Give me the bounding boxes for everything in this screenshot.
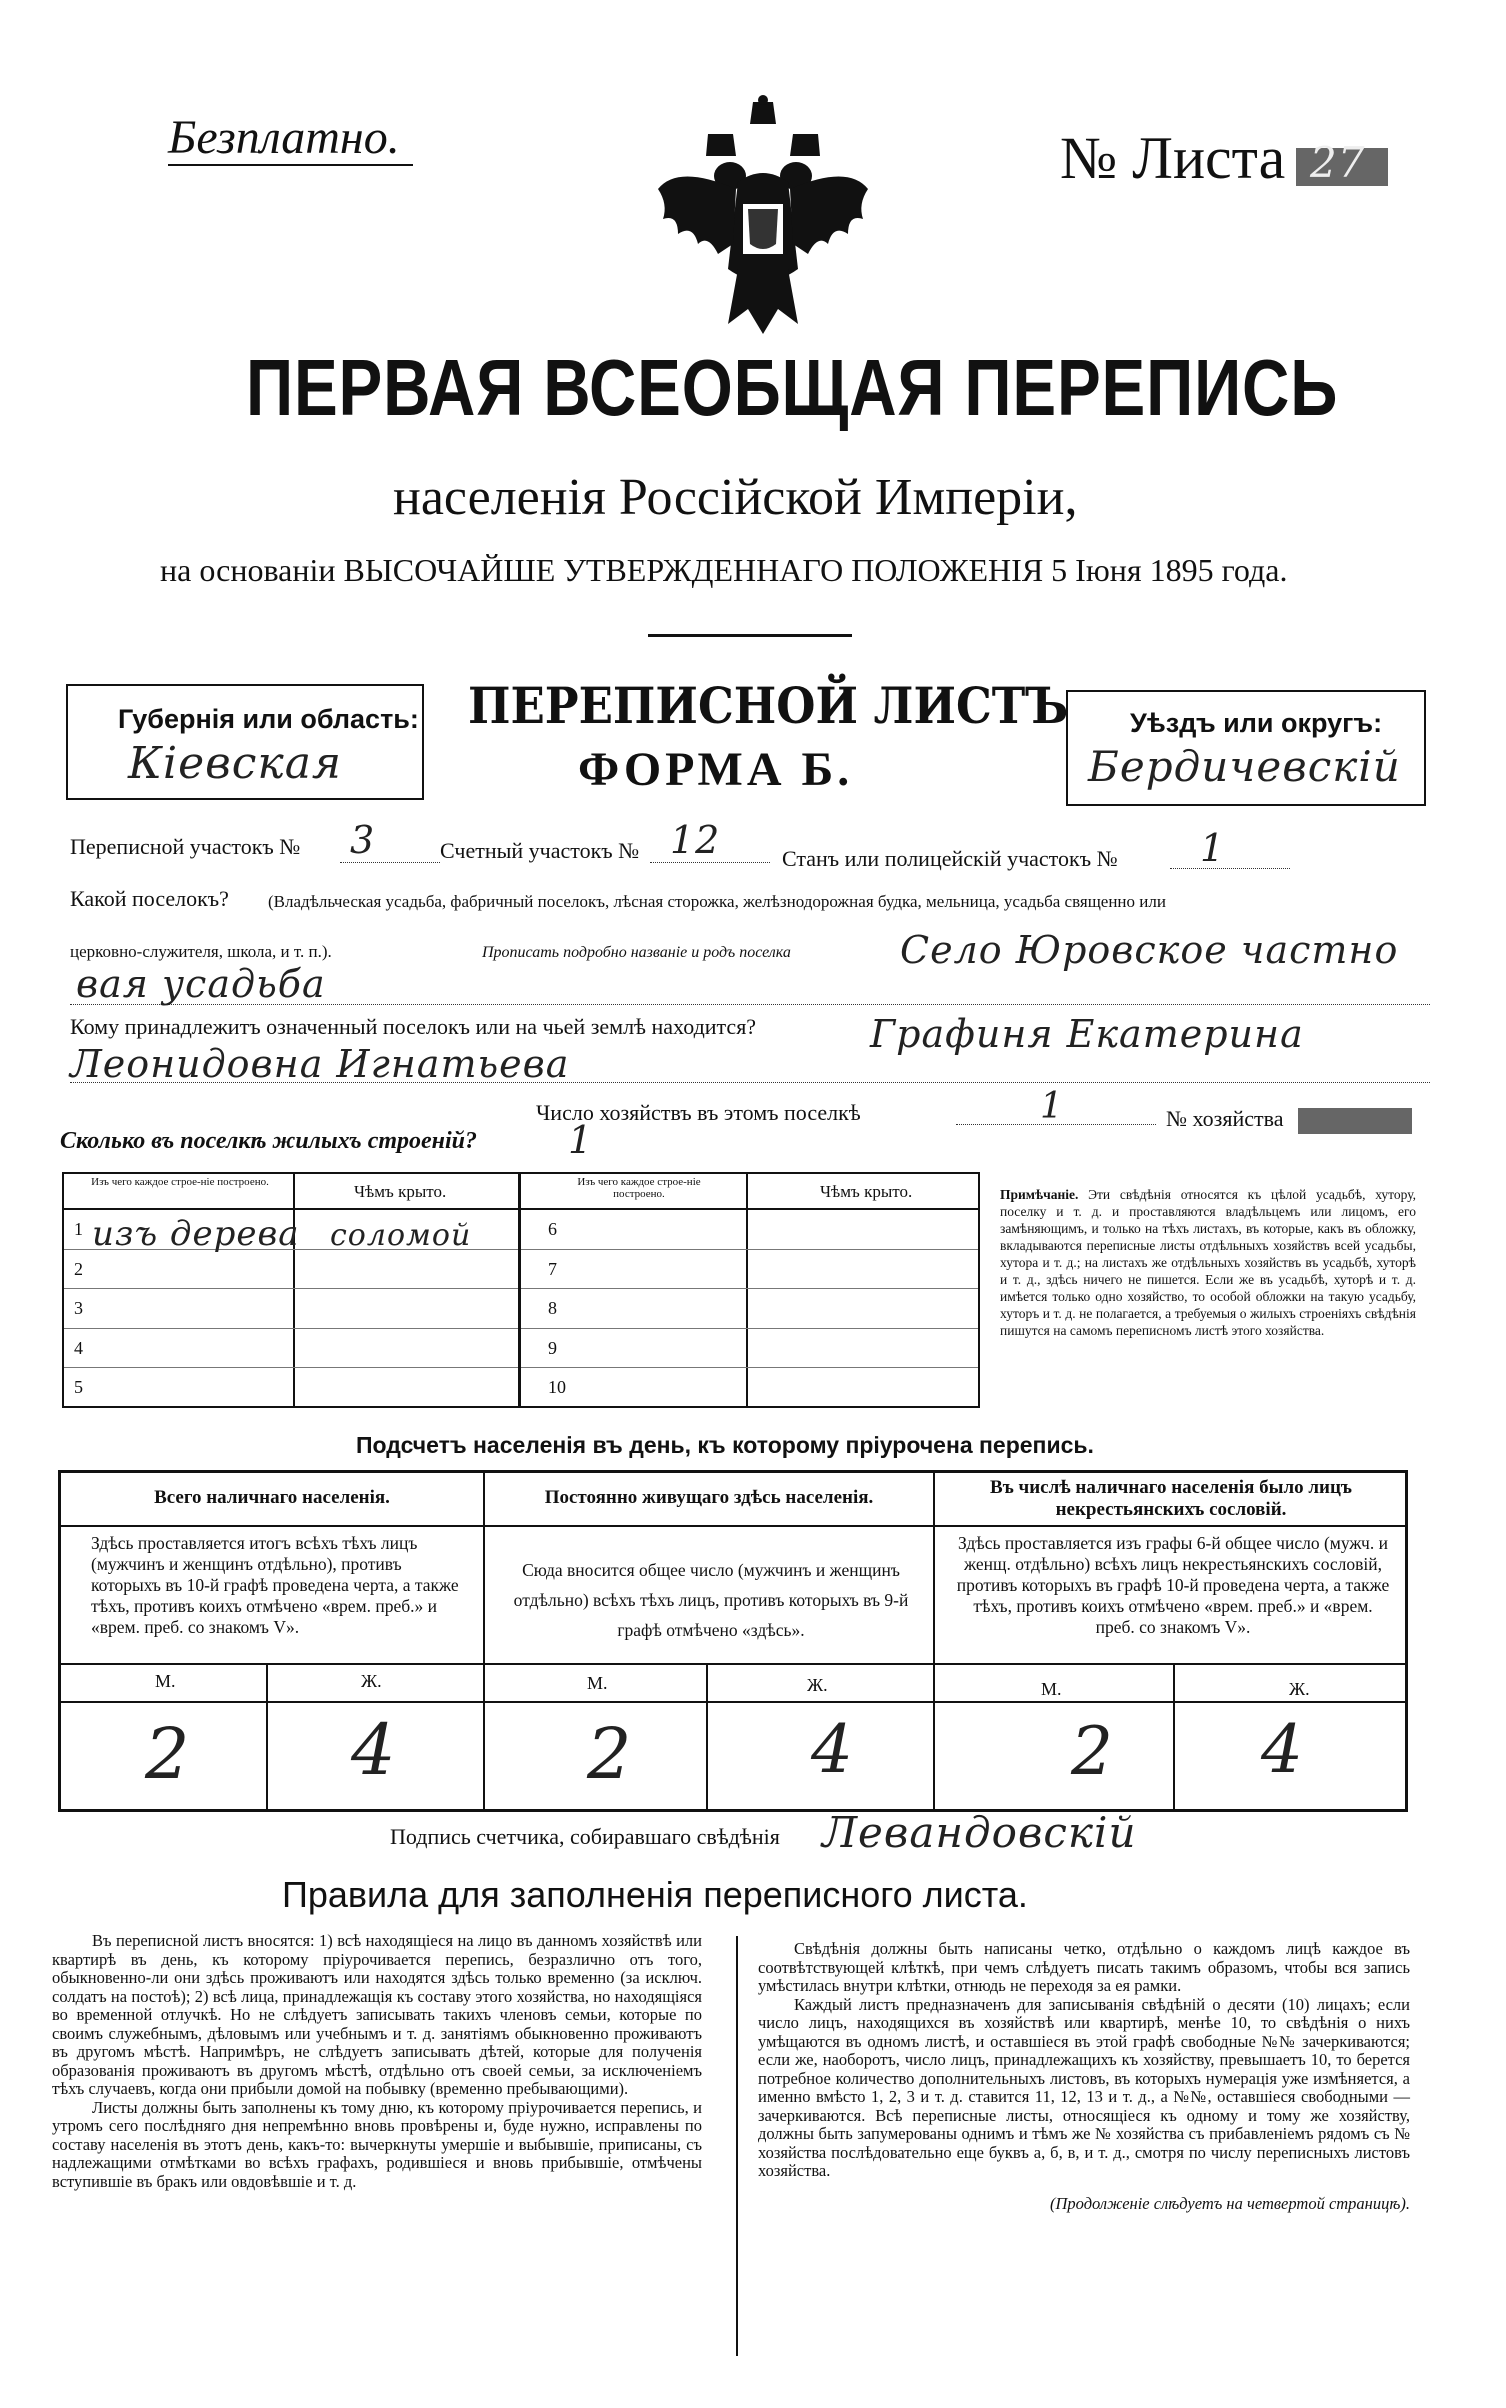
rules-continued: (Продолженіе слѣдуетъ на четвертой страницѣ). (1050, 2193, 1410, 2213)
material-header-right: Изъ чего каждое строе-ніе построено. (577, 1176, 701, 1200)
household-no-stamp (1298, 1108, 1412, 1134)
uezd-box (1066, 690, 1426, 806)
population-title: Подсчетъ населенія въ день, къ которому пріурочена перепись. (356, 1432, 1094, 1458)
total-f-label: Ж. (361, 1671, 382, 1691)
owner-label: Кому принадлежитъ означенный поселокъ или на чьей землѣ находится? (70, 1014, 757, 1039)
building-row-divider (521, 1328, 978, 1329)
noncrestian-population-title: Въ числѣ наличнаго населенія было лицъ некрестьянскихъ сословій. (990, 1477, 1352, 1520)
total-f-value[interactable]: 4 (351, 1709, 397, 1791)
building-row-number: 7 (548, 1258, 557, 1279)
rules-title: Правила для заполненія переписного листа. (282, 1874, 1028, 1915)
page-subtitle: населенія Россійской Имперіи, (393, 469, 1078, 526)
permanent-m-value[interactable]: 2 (587, 1713, 633, 1795)
building-row-divider (64, 1288, 518, 1289)
rules-left-para-1: Въ переписной листъ вносятся: 1) всѣ находящіеся на лицо въ данномъ хозяйствѣ или квартирѣ въ день, къ которому пріурочивается перепись, безразлично отъ того, обыкновенно-ли они здѣсь проживаютъ или находятся здѣсь только временно (за исключ. солдатъ на постоѣ); 2) всѣ лица, принадлежащія къ составу этого хозяйства, но находящіяся во временной отлучкѣ. Но не слѣдуетъ записывать такихъ членовъ семьи, которые по своимъ служебнымъ, дѣловымъ или учебнымъ и т. д. занятіямъ обыкновенно проживаютъ въ другомъ мѣстѣ. Напримѣръ, не слѣдуетъ записывать дѣтей, которые для полученія образованія проживаютъ въ другомъ мѣстѣ, отдѣльно отъ своей семьи, за исключеніемъ тѣхъ случаевъ, когда они прибыли домой на побывку (временно пребывающими). (52, 1931, 702, 2098)
permanent-population-text: Сюда вносится общее число (мужчинъ и женщинъ отдѣльно) всѣхъ тѣхъ лицъ, противъ которыхъ въ 9-й графѣ отмѣчено «здѣсь». (513, 1560, 909, 1640)
signature-value[interactable]: Левандовскій (822, 1808, 1137, 1857)
census-district-label: Переписной участокъ № (70, 834, 301, 859)
sheet-number-label: № Листа (1060, 125, 1286, 191)
stan-value[interactable]: 1 (1200, 826, 1226, 870)
building-row-number: 3 (74, 1298, 83, 1318)
imperial-eagle-emblem (648, 94, 878, 344)
noncrestian-m-label: М. (1041, 1679, 1062, 1699)
page-title: ПЕРВАЯ ВСЕОБЩАЯ ПЕРЕПИСЬ (246, 343, 1339, 432)
buildings-label: Сколько въ поселкѣ жилыхъ строеній? (60, 1128, 477, 1154)
gubernia-box (66, 684, 424, 800)
owner-value[interactable]: Графиня Екатерина (870, 1012, 1304, 1056)
settlement-label: Какой поселокъ? (70, 886, 229, 911)
building-row-number: 1 (74, 1219, 83, 1239)
building-row-divider (521, 1367, 978, 1368)
sheet-number-value: 27 (1310, 138, 1366, 187)
buildings-table (62, 1172, 980, 1408)
total-population-title: Всего наличнаго населенія. (154, 1487, 390, 1508)
rules-right-column (758, 1940, 1410, 2213)
buildings-note (1000, 1186, 1416, 1339)
sheet-title: ПЕРЕПИСНОЙ ЛИСТЪ (468, 676, 1069, 735)
noncrestian-f-label: Ж. (1289, 1679, 1310, 1699)
building-row-divider (64, 1367, 518, 1368)
note-text: Эти свѣдѣнія относятся къ цѣлой усадьбѣ, хутору, поселку и т. д. и проставляются владѣльцемъ или лицомъ, его замѣняющимъ, и только на тѣхъ листахъ, въ которые, какъ въ обложку, вкладываются переписные листы отдѣльныхъ хозяйствъ всей усадьбы, хутора и т. д.; на листахъ же отдѣльныхъ хозяйствъ въ усадьбѣ, хуторѣ и т. д., здѣсь ничего не пишется. Если же въ усадьбѣ, хуторѣ и т. д. имѣется только одно хозяйство, то особой обложки на такую усадьбу, хуторъ и т. д. не полагается, а требуемыя о жилыхъ строеніяхъ свѣдѣнія пишутся на самомъ переписномъ листѣ этого хозяйства. (1000, 1187, 1416, 1338)
rules-left-para-2: Листы должны быть заполнены къ тому дню, къ которому пріурочивается перепись, и утромъ сего послѣдняго дня непремѣнно вновь провѣрены и, буде нужно, исправлены по составу населенія въ этотъ день, какъ-то: вычеркнуты умершіе и выбывшіе, приписаны, съ надлежащими отмѣтками во всѣхъ графахъ, родившіеся и вновь прибывшіе, отмѣчены вступившіе въ бракъ или овдовѣвшіе и т. д. (52, 2097, 702, 2191)
permanent-m-label: М. (587, 1673, 608, 1693)
row1-material-value[interactable]: изъ дерева (92, 1214, 300, 1254)
building-row-number: 8 (548, 1298, 557, 1318)
gubernia-label: Губернія или область: (118, 704, 419, 734)
building-row-number: 5 (74, 1377, 83, 1397)
building-row-divider (64, 1328, 518, 1329)
building-row-divider (521, 1249, 978, 1250)
noncrestian-m-value[interactable]: 2 (1071, 1713, 1114, 1790)
settlement-value-2[interactable]: вая усадьба (76, 962, 326, 1006)
permanent-population-title: Постоянно живущаго здѣсь населенія. (544, 1487, 874, 1508)
noncrestian-population-text: Здѣсь проставляется изъ графы 6-й общее число (мужч. и женщ. отдѣльно) всѣхъ лицъ некрестьянскихъ сословій, противъ которыхъ въ графѣ 10-й проведена черта, а также тѣхъ, противъ коихъ отмѣчено «врем. преб.» и «врем. преб. со знакомъ V». (956, 1533, 1390, 1637)
rules-right-para-1: Свѣдѣнія должны быть написаны четко, отдѣльно о каждомъ лицѣ каждое въ соотвѣтствующей клѣткѣ, при чемъ слѣдуетъ писать такимъ образомъ, чтобы вся запись умѣстилась внутри клѣтки, отнюдь не переходя за ея рамки. (758, 1939, 1410, 1995)
material-header-left: Изъ чего каждое строе-ніе построено. (91, 1176, 269, 1188)
permanent-f-value[interactable]: 4 (811, 1711, 854, 1788)
stan-label: Станъ или полицейскій участокъ № (782, 846, 1118, 871)
rules-left-column (52, 1932, 702, 2191)
rules-right-para-2: Каждый листъ предназначенъ для записыванія свѣдѣній о десяти (10) лицахъ; если число лицъ, находящихся въ хозяйствѣ или квартирѣ, менѣе 10, то свѣдѣнія о нихъ умѣщаются въ одномъ листѣ, и оставшіеся въ этой графѣ свободные №№ зачеркиваются; если же, наоборотъ, число лицъ, принадлежащихъ къ хозяйству, превышаетъ 10, то берется потребное количество дополнительныхъ листовъ, въ которыхъ нумерація уже измѣняется, а именно вмѣсто 1, 2, 3 и т. д. ставится 11, 12, 13 и т. д., а №№, оставшіеся свободными — зачеркиваются. Всѣ переписные листы, относящіеся къ одному и тому же хозяйству, должны быть запумерованы однимъ и тѣмъ же № хозяйства съ прибавленіемъ рядомъ съ № хозяйства послѣдовательно еще буквъ а, б, в, и т. д., смотря по числу переписныхъ листовъ хозяйства. (758, 1994, 1410, 2180)
uezd-value[interactable]: Бердичевскій (1088, 742, 1401, 791)
building-row-number: 6 (548, 1219, 557, 1239)
census-district-value[interactable]: 3 (350, 818, 376, 862)
count-district-label: Счетный участокъ № (440, 838, 640, 863)
household-no-label: № хозяйства (1166, 1106, 1284, 1131)
total-m-value[interactable]: 2 (145, 1713, 191, 1795)
uezd-label: Уѣздъ или округъ: (1130, 708, 1383, 738)
permanent-f-label: Ж. (807, 1675, 828, 1695)
legal-basis: на основаніи ВЫСОЧАЙШЕ УТВЕРЖДЕННАГО ПОЛОЖЕНІЯ 5 Іюня 1895 года. (160, 552, 1288, 588)
households-value[interactable]: 1 (1040, 1086, 1064, 1127)
owner-value-2[interactable]: Леонидовна Игнатьева (70, 1042, 570, 1086)
roof-header-left: Чѣмъ крыто. (354, 1182, 447, 1201)
signature-label: Подпись счетчика, собиравшаго свѣдѣнія (390, 1824, 780, 1849)
building-row-number: 10 (548, 1377, 566, 1397)
gubernia-value[interactable]: Кіевская (128, 738, 343, 789)
form-label: ФОРМА Б. (578, 743, 854, 796)
row1-roof-value[interactable]: соломой (330, 1218, 472, 1253)
settlement-hint: (Владѣльческая усадьба, фабричный поселокъ, лѣсная сторожка, желѣзнодорожная будка, мельница, усадьба священно или (268, 892, 1166, 911)
total-population-text: Здѣсь проставляется итогъ всѣхъ тѣхъ лицъ (мужчинъ и женщинъ отдѣльно), противъ которыхъ въ 10-й графѣ проведена черта, а также тѣхъ, противъ коихъ отмѣчено «врем. преб.» и «врем. преб. со знакомъ V». (91, 1533, 459, 1637)
population-table (58, 1470, 1408, 1812)
total-m-label: М. (155, 1671, 176, 1691)
settlement-value[interactable]: Село Юровское частно (900, 928, 1399, 972)
noncrestian-f-value[interactable]: 4 (1261, 1711, 1304, 1788)
building-row-number: 2 (74, 1258, 83, 1279)
settlement-hint-2: церковно-служителя, школа, и т. п.). (70, 942, 332, 961)
roof-header-right: Чѣмъ крыто. (820, 1182, 913, 1201)
settlement-hint-3: Прописать подробно названіе и родъ поселка (482, 944, 791, 961)
households-label: Число хозяйствъ въ этомъ поселкѣ (536, 1100, 861, 1125)
building-row-number: 4 (74, 1337, 83, 1358)
building-row-number: 9 (548, 1337, 557, 1358)
count-district-value[interactable]: 12 (670, 818, 721, 862)
note-label: Примѣчаніе. (1000, 1187, 1079, 1202)
free-label: Безплатно. (168, 111, 400, 164)
building-row-divider (521, 1288, 978, 1289)
buildings-value[interactable]: 1 (568, 1118, 594, 1162)
